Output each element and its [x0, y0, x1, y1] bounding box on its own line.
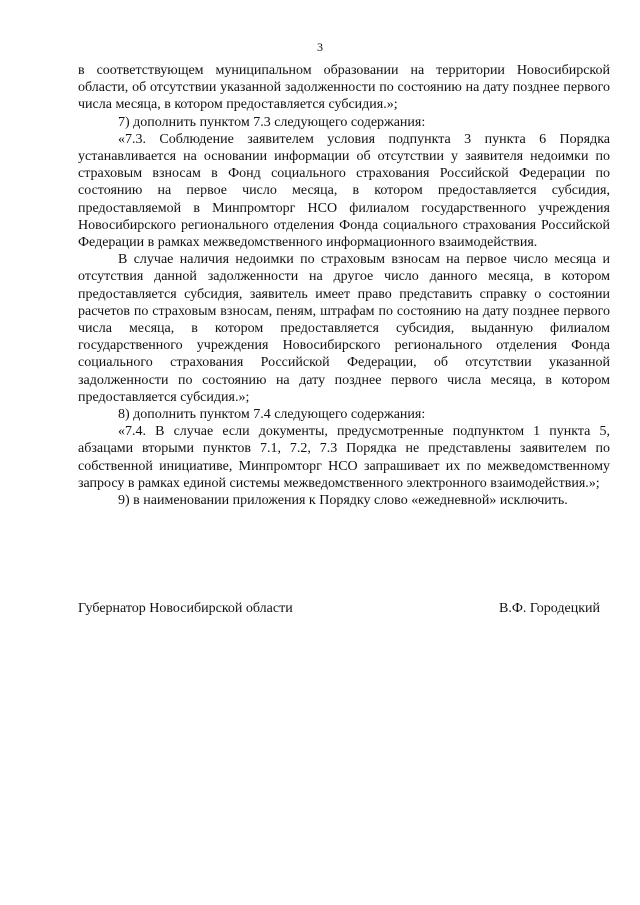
paragraph-clause-7-3: «7.3. Соблюдение заявителем условия подпункта 3 пункта 6 Порядка устанавливается на основании информации об отсутствии у заявителя недоимки по страховым взносам в Фонд социального страхования Российской Федерации по состоянию на первое число месяца, в котором предоставляется субсидия, предоставляемой в Минпромторг НСО филиалом государственного учреждения Новосибирского регионального отделения Фонда социального страхования Российской Федерации в рамках межведомственного информационного взаимодействия.	[78, 131, 610, 251]
signatory-name: В.Ф. Городецкий	[499, 601, 600, 616]
paragraph-item-7: 7) дополнить пунктом 7.3 следующего содержания:	[118, 114, 426, 130]
paragraph-item-9: 9) в наименовании приложения к Порядку слово «ежедневной» исключить.	[118, 493, 568, 509]
page-number: 3	[317, 40, 323, 54]
paragraph-item-8: 8) дополнить пунктом 7.4 следующего содержания:	[118, 407, 426, 423]
signatory-position: Губернатор Новосибирской области	[78, 601, 293, 616]
document-body	[78, 62, 610, 509]
paragraph-continuation: в соответствующем муниципальном образовании на территории Новосибирской области, об отсутствии указанной задолженности по состоянию на дату позднее первого числа месяца, в котором предоставляется субсидия.»;	[78, 63, 610, 113]
signature-block	[78, 600, 600, 617]
paragraph-clause-7-4: «7.4. В случае если документы, предусмотренные подпунктом 1 пункта 5, абзацами вторыми пунктов 7.1, 7.2, 7.3 Порядка не представлены заявителем по собственной инициативе, Минпромторг НСО запрашивает их по межведомственному запросу в рамках единой системы межведомственного электронного взаимодействия.»;	[78, 424, 610, 491]
paragraph-clause-7-3-cont: В случае наличия недоимки по страховым взносам на первое число месяца и отсутствия данной задолженности на другое число данного месяца, в котором предоставляется субсидия, заявитель имеет право представить справку о состоянии расчетов по страховым взносам, пеням, штрафам по состоянию на дату позднее первого числа месяца, в котором предоставляется субсидия, выданную филиалом государственного учреждения Новосибирского регионального отделения Фонда социального страхования Российской Федерации, об отсутствии указанной задолженности по состоянию на дату позднее первого числа месяца, в котором предоставляется субсидия.»;	[78, 252, 610, 405]
